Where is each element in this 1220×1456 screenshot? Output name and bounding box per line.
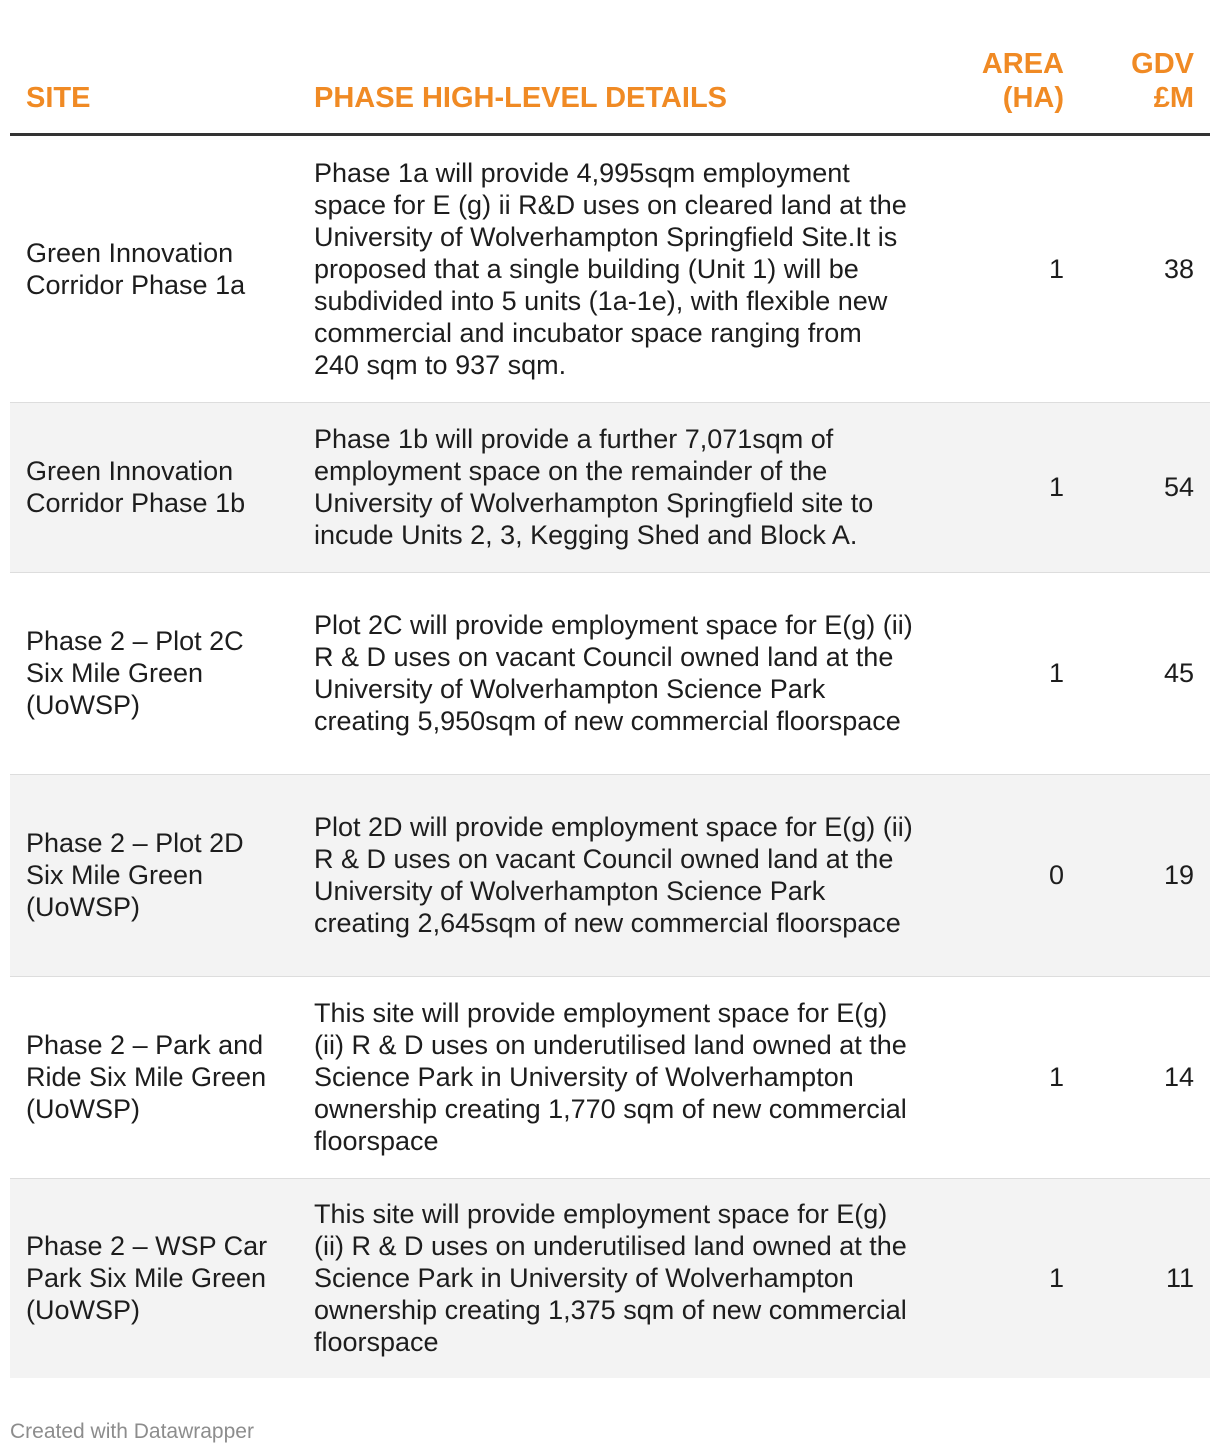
- cell-site: Phase 2 – Plot 2D Six Mile Green (UoWSP): [10, 774, 298, 976]
- column-header-site[interactable]: SITE: [10, 0, 298, 134]
- cell-site: Green Innovation Corridor Phase 1b: [10, 402, 298, 572]
- area-header-line1: AREA: [981, 47, 1064, 80]
- data-table-container: [10, 0, 1210, 1378]
- table-row: [10, 572, 1210, 774]
- cell-details: Plot 2C will provide employment space for E(g) (ii) R & D uses on vacant Council owned land at the University of Wolverhampton Science Park creating 5,950sqm of new commercial floorspace: [298, 572, 930, 774]
- datawrapper-credit[interactable]: Created with Datawrapper: [10, 1420, 254, 1443]
- cell-details: Phase 1b will provide a further 7,071sqm of employment space on the remainder of the University of Wolverhampton Springfield site to incude Units 2, 3, Kegging Shed and Block A.: [298, 402, 930, 572]
- cell-gdv: 11: [1080, 1178, 1210, 1378]
- cell-area: 1: [930, 976, 1080, 1178]
- table-row: [10, 976, 1210, 1178]
- sites-table: [10, 0, 1210, 1378]
- column-header-details[interactable]: PHASE HIGH-LEVEL DETAILS: [298, 0, 930, 134]
- cell-details: This site will provide employment space for E(g) (ii) R & D uses on underutilised land owned at the Science Park in University of Wolverhampton ownership creating 1,375 sqm of new commercial floorspace: [298, 1178, 930, 1378]
- table-row: [10, 134, 1210, 402]
- cell-site: Phase 2 – Park and Ride Six Mile Green (UoWSP): [10, 976, 298, 1178]
- area-header-line2: (HA): [1002, 81, 1064, 114]
- gdv-header-line1: GDV: [1131, 47, 1194, 80]
- cell-site: Phase 2 – WSP Car Park Six Mile Green (UoWSP): [10, 1178, 298, 1378]
- cell-gdv: 38: [1080, 134, 1210, 402]
- column-header-area[interactable]: [930, 0, 1080, 134]
- cell-site: Phase 2 – Plot 2C Six Mile Green (UoWSP): [10, 572, 298, 774]
- table-body: [10, 134, 1210, 1378]
- cell-gdv: 45: [1080, 572, 1210, 774]
- cell-site: Green Innovation Corridor Phase 1a: [10, 134, 298, 402]
- header-row: [10, 0, 1210, 134]
- cell-gdv: 54: [1080, 402, 1210, 572]
- table-row: [10, 402, 1210, 572]
- cell-gdv: 14: [1080, 976, 1210, 1178]
- column-header-gdv[interactable]: [1080, 0, 1210, 134]
- cell-details: Phase 1a will provide 4,995sqm employment space for E (g) ii R&D uses on cleared land at the University of Wolverhampton Springfield Site.It is proposed that a single building (Unit 1) will be subdivided into 5 units (1a-1e), with flexible new commercial and incubator space ranging from 240 sqm to 937 sqm.: [298, 134, 930, 402]
- cell-area: 1: [930, 1178, 1080, 1378]
- table-header: [10, 0, 1210, 134]
- cell-area: 1: [930, 134, 1080, 402]
- cell-area: 0: [930, 774, 1080, 976]
- cell-area: 1: [930, 572, 1080, 774]
- table-row: [10, 774, 1210, 976]
- table-row: [10, 1178, 1210, 1378]
- cell-area: 1: [930, 402, 1080, 572]
- cell-gdv: 19: [1080, 774, 1210, 976]
- gdv-header-line2: £M: [1153, 81, 1194, 114]
- cell-details: Plot 2D will provide employment space for E(g) (ii) R & D uses on vacant Council owned land at the University of Wolverhampton Science Park creating 2,645sqm of new commercial floorspace: [298, 774, 930, 976]
- cell-details: This site will provide employment space for E(g) (ii) R & D uses on underutilised land owned at the Science Park in University of Wolverhampton ownership creating 1,770 sqm of new commercial floorspace: [298, 976, 930, 1178]
